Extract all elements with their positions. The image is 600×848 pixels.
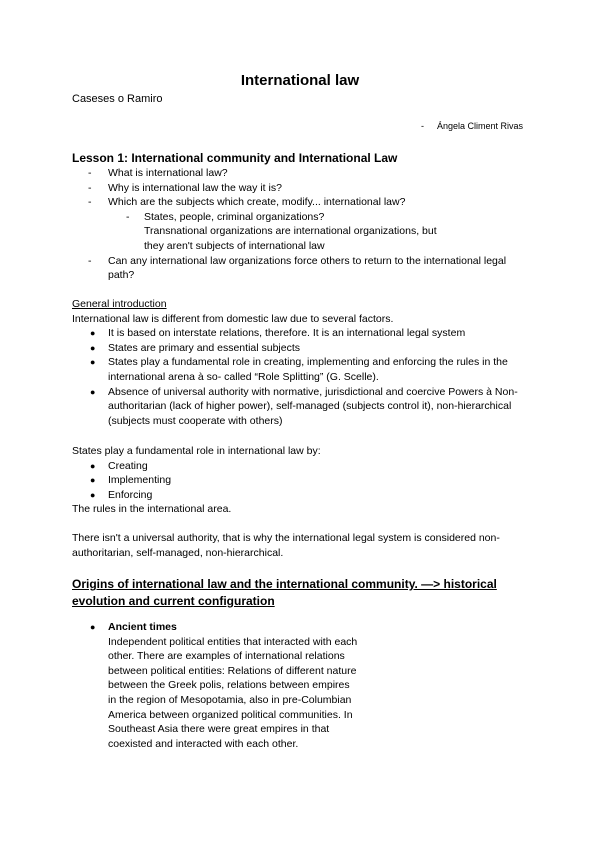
bullet-marker: ● <box>90 460 96 471</box>
bullet-marker: ● <box>90 328 96 339</box>
bullet-marker: ● <box>90 386 96 397</box>
author-line <box>421 121 523 131</box>
ancient-times-heading: ● Ancient times <box>90 621 177 633</box>
bullet-marker: ● <box>90 489 96 500</box>
ancient-times-text: Independent political entities that interacted with each other. There are examples of international relations between political entities: Relations of different nature between the Greek polis, relations between empires in the region of Mesopotamia, also in pre-Columbian America between organized political communities. In Southeast Asia there were great empires in that coexisted and interacted with each other. <box>108 635 358 750</box>
list-item: ● Enforcing <box>90 488 153 501</box>
document-subtitle: Caseses o Ramiro <box>72 93 163 105</box>
bullet-marker: ● <box>90 342 96 353</box>
list-item: - What is international law? <box>88 167 228 179</box>
question-list <box>72 166 532 283</box>
bullet-marker: ● <box>90 357 96 368</box>
list-item: ● States play a fundamental role in creating, implementing and enforcing the rules in the international arena à so- called “Role Splitting” (G. Scelle). <box>90 356 508 383</box>
dash-marker: - <box>126 210 130 223</box>
dash-marker: - <box>88 254 92 267</box>
list-item: ● Creating <box>90 459 148 472</box>
list-item: - Can any international law organizations force others to return to the international legal path? <box>88 254 507 282</box>
states-role-tail: The rules in the international area. <box>72 503 232 516</box>
list-item: ● It is based on interstate relations, therefore. It is an international legal system <box>90 327 466 340</box>
dash-marker: - <box>88 181 92 194</box>
states-role-lead: States play a fundamental role in international law by: <box>72 445 321 457</box>
bullet-marker: ● <box>90 475 96 486</box>
list-item: ● Implementing <box>90 474 172 487</box>
list-item: - Which are the subjects which create, modify... international law? <box>88 196 406 209</box>
ancient-times-section <box>72 620 532 751</box>
list-item: - Why is international law the way it is? <box>88 181 282 194</box>
authority-note: There isn't a universal authority, that is why the international legal system is considered non-authoritarian, self-managed, non-hierarchical. <box>72 532 500 559</box>
author-dash: - <box>421 121 424 131</box>
intro-bullets <box>72 326 532 428</box>
section-heading: General introduction <box>72 298 167 310</box>
states-role-section <box>72 444 532 517</box>
document-title: International law <box>240 72 360 89</box>
dash-marker: - <box>88 167 92 179</box>
bullet-marker: ● <box>90 622 96 632</box>
sub-list-item: - States, people, criminal organizations? Transnational organizations are international organizations, but they aren't subjects of international law <box>126 210 437 252</box>
states-role-bullets <box>72 459 532 503</box>
list-item: ● Absence of universal authority with normative, jurisdictional and coercive Powers à Non-authoritarian (lack of higher power), self-managed (subjects control it), non-hierarchical (subjects must cooperate with others) <box>90 385 518 427</box>
intro-lead: International law is different from domestic law due to several factors. <box>72 312 394 325</box>
list-item: ● States are primary and essential subjects <box>90 341 301 354</box>
lesson-heading: Lesson 1: International community and International Law <box>72 151 398 165</box>
author-name: Ángela Climent Rivas <box>437 121 524 131</box>
general-introduction <box>72 297 532 428</box>
sub-note: Transnational organizations are international organizations, but they aren't subjects of international law <box>144 225 437 252</box>
origins-heading: Origins of international law and the international community. —> historical evolution and current configuration <box>72 577 497 608</box>
dash-marker: - <box>88 196 92 209</box>
